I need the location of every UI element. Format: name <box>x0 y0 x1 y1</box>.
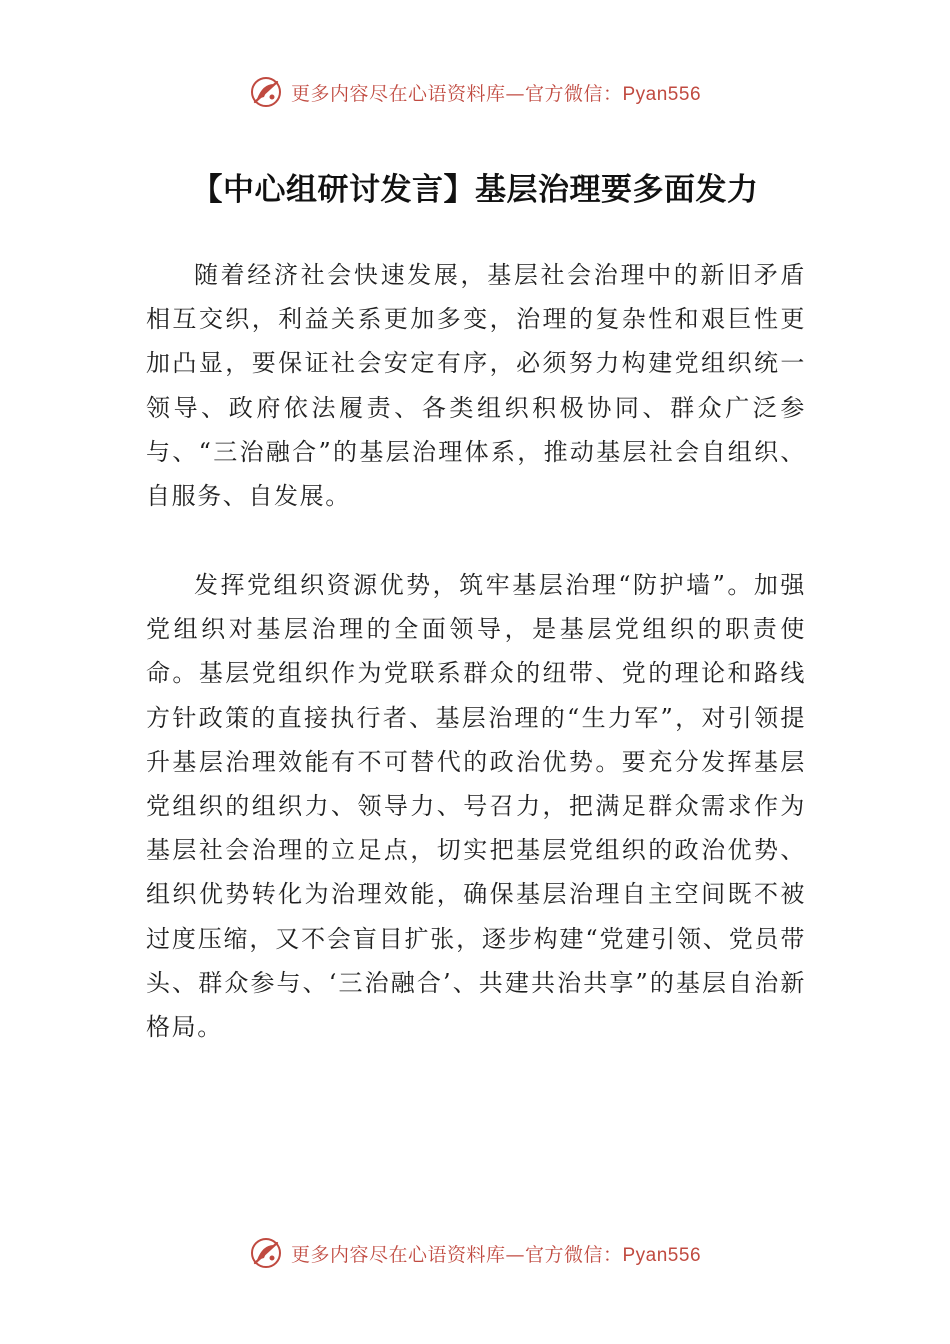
watermark-text <box>291 1240 701 1267</box>
document-title: 【中心组研讨发言】基层治理要多面发力 <box>191 172 759 208</box>
footer-watermark <box>0 1233 950 1273</box>
watermark-wechat-id: Pyan556 <box>622 1244 702 1266</box>
red-seal-logo-icon <box>249 1236 283 1270</box>
watermark-label: 更多内容尽在心语资料库—官方微信： <box>290 82 623 105</box>
watermark-wechat-id: Pyan556 <box>622 83 702 105</box>
paragraph-1: 随着经济社会快速发展，基层社会治理中的新旧矛盾相互交织，利益关系更加多变，治理的复杂性和艰巨性更加凸显，要保证社会安定有序，必须努力构建党组织统一领导、政府依法履责、各类组织积极协同、群众广泛参与、“三治融合”的基层治理体系，推动基层社会自组织、自服务、自发展。 <box>146 261 806 511</box>
red-seal-logo-icon <box>249 75 283 109</box>
watermark-label: 更多内容尽在心语资料库—官方微信： <box>290 1243 623 1266</box>
watermark-text <box>291 79 701 106</box>
paragraph-2: 发挥党组织资源优势，筑牢基层治理“防护墙”。加强党组织对基层治理的全面领导，是基层党组织的职责使命。基层党组织作为党联系群众的纽带、党的理论和路线方针政策的直接执行者、基层治理的“生力军”，对引领提升基层治理效能有不可替代的政治优势。要充分发挥基层党组织的组织力、领导力、号召力，把满足群众需求作为基层社会治理的立足点，切实把基层党组织的政治优势、组织优势转化为治理效能，确保基层治理自主空间既不被过度压缩，又不会盲目扩张，逐步构建“党建引领、党员带头、群众参与、‘三治融合’、共建共治共享”的基层自治新格局。 <box>146 571 806 1042</box>
header-watermark <box>0 72 950 112</box>
